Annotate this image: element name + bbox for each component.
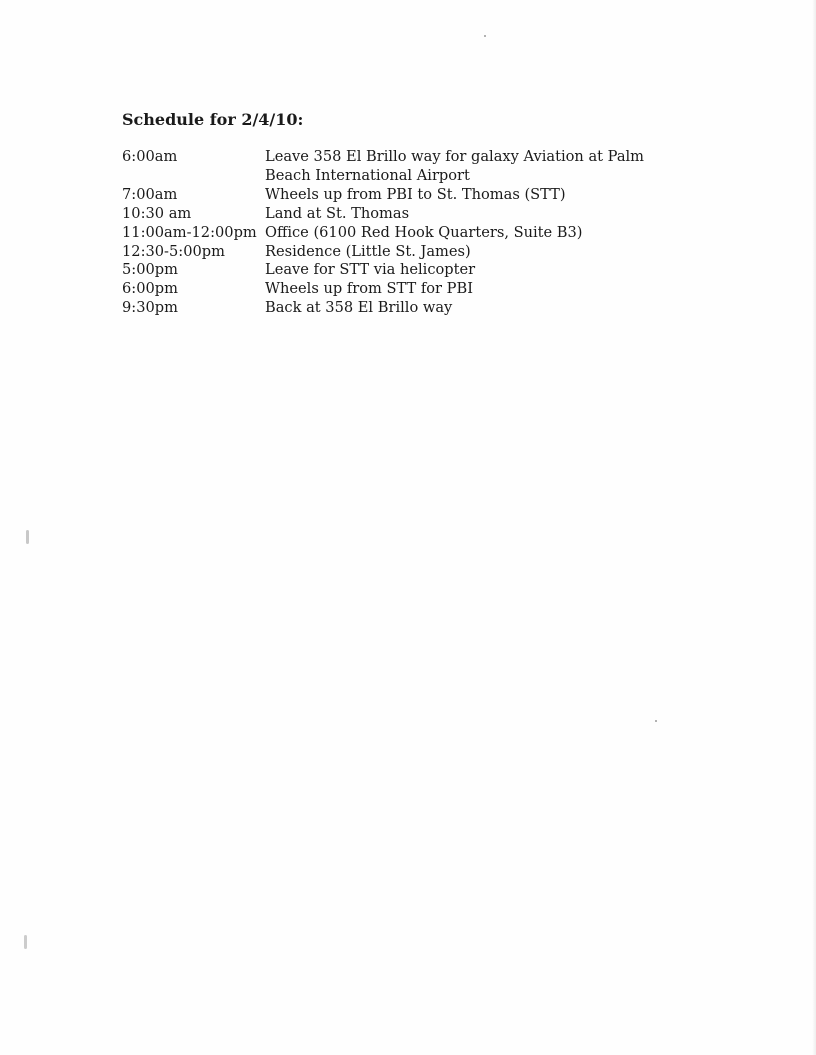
schedule-row [122, 186, 682, 205]
schedule-description: Land at St. Thomas [265, 204, 410, 222]
schedule-time: 6:00am [122, 148, 178, 165]
scan-edge-shadow [812, 0, 816, 1055]
schedule-time: 10:30 am [122, 204, 192, 222]
schedule-row [122, 148, 682, 186]
schedule-row [122, 205, 682, 224]
schedule-description: Wheels up from PBI to St. Thomas (STT) [265, 185, 566, 203]
schedule-title: Schedule for 2/4/10: [122, 110, 304, 129]
schedule-description: Wheels up from STT for PBI [265, 280, 473, 298]
schedule-description: Leave 358 El Brillo way for galaxy Aviation at Palm Beach International Airport [265, 148, 645, 184]
schedule-row [122, 280, 682, 299]
schedule-description: Residence (Little St. James) [265, 242, 471, 260]
scan-speck [655, 720, 657, 722]
schedule-time: 7:00am [122, 185, 178, 203]
schedule-time: 6:00pm [122, 280, 178, 298]
schedule-row [122, 243, 682, 262]
scan-speck [24, 935, 27, 949]
schedule-row [122, 299, 682, 318]
schedule-list [122, 148, 682, 318]
scan-speck [484, 35, 486, 37]
schedule-time: 5:00pm [122, 261, 178, 279]
schedule-description: Leave for STT via helicopter [265, 261, 476, 279]
schedule-description: Back at 358 El Brillo way [265, 299, 453, 317]
scan-speck [26, 530, 29, 544]
schedule-row [122, 224, 682, 243]
schedule-description: Office (6100 Red Hook Quarters, Suite B3) [265, 223, 583, 241]
schedule-time: 12:30-5:00pm [122, 242, 225, 260]
schedule-row [122, 261, 682, 280]
schedule-time: 11:00am-12:00pm [122, 223, 257, 241]
schedule-time: 9:30pm [122, 299, 178, 317]
